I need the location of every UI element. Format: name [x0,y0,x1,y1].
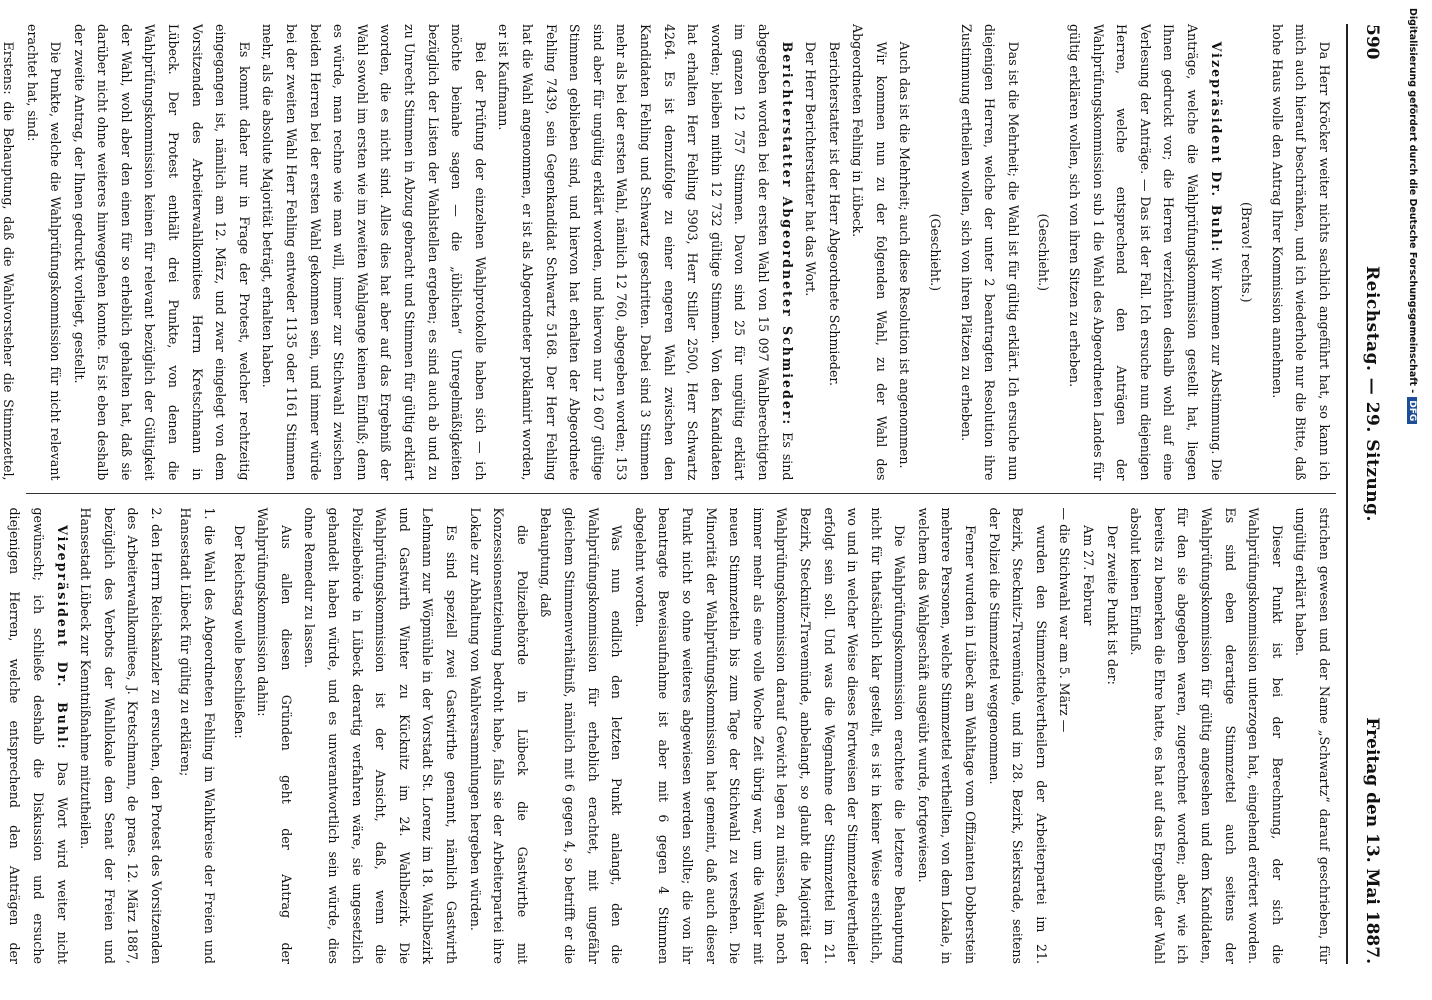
paragraph [1265,24,1336,481]
paragraph-text: Da Herr Kröcker weiter nichts sachlich angeführt hat, so kann ich mich auch hierauf beschränken, und ich wiederhole nur die Bitte, daß hohe Haus wolle den Antrag Ihrer Kommission annehmen. [1269,24,1332,481]
paragraph [174,508,221,965]
paragraph [1062,24,1227,481]
paragraph [463,508,534,965]
paragraph-text: Das Wort wird weiter nicht gewünscht; ich schließe deshalb die Diskussion und ersuche diejenigen Herren, welche entsprechend den Anträgen der [7,507,70,964]
paragraph-text: die Polizeibehörde in Lübeck die Gastwirthe mit Konzessionsentziehung bedroht habe, falls sie der Arbeiterpartei ihre Lokale zur Abhaltung von Wahlversammlungen hergeben würden. [467,507,530,964]
digitization-credit [1404,8,1430,908]
paragraph-text: Es sind speziell zwei Gastwirthe genannt, nämlich Gastwirth Lehmann zur Wöpmühle in der Vorstadt St. Lorenz im 18. Wahlbezirk und Gastwirth Winter zu Kücknitz im 24. Wahlbezirk. Die Wahlprüfungskommission ist der Ansicht, daß, wenn die Polizeibehörde in Lübeck derartig verfahren wäre, sie ungesetzlich gehandelt haben würde, und es unverantwortlich sein würde, dies ohne Remedur zu lassen. [302,507,460,964]
paragraph-text: 1. die Wahl des Abgeordneten Fehling im Wahlkreise der Freien und Hansestadt Lübeck für gültig zu erklären; [178,507,218,964]
paragraph-text: 2. den Herrn Reichskanzler zu ersuchen, den Protest des Vorsitzenden des Arbeiterwahlkomitees, J. Kretschmann, de praes. 12. März 1887, bezüglich des Verbots der Wahllokale dem Senat der Freien und Hansestadt Lübeck zur Kenntnißnahme mitzutheilen. [78,507,164,964]
left-column [0,24,1336,494]
paragraph-text: — die Stichwahl war am 5. März — [1057,507,1073,733]
paragraph-text: wurden den Stimmzettelvertheilern der Arbeiterpartei im 21. Bezirk, Stecknitz-Travemünde, und im 28. Bezirk, Sierksrade, seitens der Polizei die Stimmzettel weggenommen. [986,507,1049,964]
paragraph [0,508,74,965]
paragraph [1076,508,1100,965]
paragraph-text: Wir kommen nun zu der folgenden Wahl, zu der Wahl des Abgeordneten Fehling in Lübeck. [850,24,889,481]
paragraph [1100,508,1124,965]
paragraph-text: Der Reichstag wolle beschließen: [231,525,247,739]
text-columns [0,24,1336,964]
session-title: Reichstag. — 29. Sitzung. [1362,266,1382,522]
paragraph [1235,24,1259,481]
paragraph [256,24,492,481]
paragraph-text: strichen gewesen und der Name „Schwartz“ darauf geschrieben, für ungültig erklärt haben. [1293,507,1332,964]
paragraph [0,24,20,481]
credit-text: Digitalisierung gefördert durch die Deutsche Forschungsgemeinschaft - [1407,8,1418,394]
right-column [7,494,1336,965]
paragraph [227,508,251,965]
paragraph [20,24,67,481]
paragraph [628,508,911,965]
paragraph-text: Der Herr Berichterstatter hat das Wort. [803,41,819,297]
paragraph [67,24,256,481]
paragraph-text: Dieser Punkt ist bei der Berechnung, der sich die Wahlprüfungskommission unterzogen hat, eingehend erörtert worden. Es sind eben derartige Stimmzettel auch seitens der Wahlprüfungskommission für gültig angesehen und dem Kandidaten, für den sie abgegeben waren, zugerechnet worden; aber, wie ich bereits zu bemerken die Ehre hatte, es hat auf das Ergebniß der Wahl absolut keinen Einfluß. [1128,507,1285,964]
paragraph [954,24,1025,481]
speaker-name: Vizepräsident Dr. Buhl: [1208,41,1224,254]
paragraph [924,24,948,481]
paragraph-text: Es kommt daher nur in Frage der Protest, welcher rechtzeitig eingegangen ist, nämlich am 12. März, und zwar eingelegt von dem Vorsitzenden des Arbeiterwahlkomitees Herrn Kretschmann in Lübeck. Der Protest enthält drei Punkte, von denen die Wahlprüfungskommission keinen für relevant bezüglich der Gültigkeit der Wahl, wohl aber den einen für so erheblich gehalten hat, daß sie darüber nicht ohne weiteres hinweggehen konnte. Es ist eben deshalb der zweite Antrag, der Ihnen gedruckt vorliegt, gestellt. [71,24,252,481]
paragraph-text: Am 27. Februar [1081,525,1097,626]
dfg-logo: DFG [1407,397,1417,424]
paragraph [534,508,628,965]
paragraph [822,24,846,481]
paragraph [1124,508,1289,965]
paragraph-text: Es sind abgegeben worden bei der ersten Wahl von 15 097 Wahlberechtigten im ganzen 12 757 Stimmen. Davon sind 25 für ungültig erklärt worden; bleiben mithin 12 732 gültige Stimmen. Von den Kandidaten hat erhalten Herr Fehling 5903, Herr Stiller 2500, Herr Schwartz 4264. Es ist demzufolge zu einer engeren Wahl zwischen den Kandidaten Fehling und Schwartz geschritten. Dabei sind 3 Stimmen mehr als bei der ersten Wahl, nämlich 12 760, abgegeben worden; 153 sind aber für ungültig erklärt worden, und hiervon nur 12 607 gültige Stimmen geblieben sind, und hiervon hat erhalten der Abgeordnete Fehling 7439, sein Gegenkandidat Schwartz 5168. Der Herr Fehling hat die Wahl angenommen, er ist als Abgeordneter proklamirt worden, er ist Kaufmann. [496,24,795,481]
speaker-name: Berichterstatter Abgeordneter Schmieder: [779,41,795,427]
paragraph-text: Auch das ist die Mehrheit; auch diese Resolution ist angenommen. [897,41,913,469]
paragraph [911,508,982,965]
paragraph [893,24,917,481]
paragraph [492,24,799,481]
paragraph-text: Bei der Prüfung der einzelnen Wahlprotokolle haben sich — ich möchte beinahe sagen — die „üblichen“ Unregelmäßigkeiten bezüglich der Listen der Wahlstellen ergeben; es sind auch ab und zu zu Unrecht Stimmen in Abzug gebracht und Stimmen für gültig erklärt worden, die es nicht sind. Alles dies hat aber auf das Ergebniß der Wahl sowohl im ersten wie im zweiten Wahlgange keinen Einfluß; denn es würde, man rechne wie man will, immer zur Stichwahl zwischen beiden Herren bei der ersten Wahl gekommen sein, und immer würde bei der zweiten Wahl Herr Fehling entweder 1135 oder 1161 Stimmen mehr, als die absolute Majorität beträgt, erhalten haben. [260,24,488,481]
paragraph-text: Der zweite Punkt ist der: [1104,525,1120,685]
page-number: 590 [1362,24,1382,60]
page-header [1346,24,1382,964]
paragraph-text: (Bravo! rechts.) [1239,201,1255,303]
speaker-name: Vizepräsident Dr. Buhl: [54,525,70,751]
session-date: Freitag den 13. Mai 1887. [1362,717,1382,964]
paragraph [799,24,823,481]
paragraph [1289,508,1336,965]
paragraph [251,508,298,965]
paragraph [1032,24,1056,481]
printed-page [0,6,1392,978]
paragraph [846,24,893,481]
paragraph-text: Aus allen diesen Gründen geht der Antrag der Wahlprüfungskommission dahin: [255,507,294,964]
paragraph-text: Die Punkte, welche die Wahlprüfungskommission für nicht relevant erachtet hat, sind: [24,24,64,481]
paragraph [74,508,168,965]
paragraph-text: Die Wahlprüfungskommission erachtete die letztere Behauptung nicht für thatsächlich klar gestellt, es ist in keiner Weise ersichtlich, wo und in welcher Weise dieses Fortweisen der Stimmzettelvertheiler erfolgt sein soll. Und was die Wegnahme der Stimmzettel im 21. Bezirk, Stecknitz-Travemünde, anbelangt, so glaubt die Majorität der Wahlprüfungskommission darauf Gewicht legen zu müssen, daß noch immer mehr als eine volle Woche Zeit übrig war, um die Wähler mit neuen Stimmzetteln bis zum Tage der Stichwahl zu versehen. Die Minorität der Wahlprüfungskommission hat gemeint, daß auch dieser Punkt nicht so ohne weiteres abgewiesen werden sollte; die von ihr beantragte Beweisaufnahme ist aber mit 6 gegen 4 Stimmen abgelehnt worden. [632,507,908,964]
paragraph [1053,508,1077,965]
paragraph-text: Berichterstatter ist der Herr Abgeordnete Schmieder. [826,41,842,387]
paragraph-text: Wir kommen zur Abstimmung. Die Anträge, welche die Wahlprüfungskommission gestellt hat, liegen Ihnen gedruckt vor; die Herren verzichten deshalb wohl auf eine Verlesung der Anträge. — Das ist der Fall. Ich ersuche nun diejenigen Herren, welche entsprechend den Anträgen der Wahlprüfungskommission sub 1 die Wahl des Abgeordneten Landes für gültig erklären wollen, sich von ihren Sitzen zu erheben. [1067,24,1224,481]
paragraph-text: Das ist die Mehrheit; die Wahl ist für gültig erklärt. Ich ersuche nun diejenigen Herren, welche der unter 2 beantragten Resolution ihre Zustimmung ertheilen wollen, sich von ihren Plätzen zu erheben. [958,24,1021,481]
paragraph-text: (Geschieht.) [928,213,944,292]
paragraph-text: Was nun endlich den letzten Punkt anlangt, den die Wahlprüfungskommission für erheblich erachtet, mit ungefähr gleichem Stimmenverhältniß, nämlich mit 6 gegen 4, so betrifft er die Behauptung, daß [538,507,625,964]
paragraph-text: Ferner wurden in Lübeck am Wahltage vom Offizianten Dobberstein mehrere Personen, welche Stimmzettel vertheilten, von dem Lokale, in welchem das Wahlgeschäft ausgeübt wurde, fortgewiesen. [915,507,979,964]
paragraph [298,508,463,965]
paragraph-text: Erstens: die Behauptung, daß die Wahlvorsteher die Stimmzettel, [0,41,16,481]
paragraph [982,508,1053,965]
paragraph-text: (Geschieht.) [1036,213,1052,292]
